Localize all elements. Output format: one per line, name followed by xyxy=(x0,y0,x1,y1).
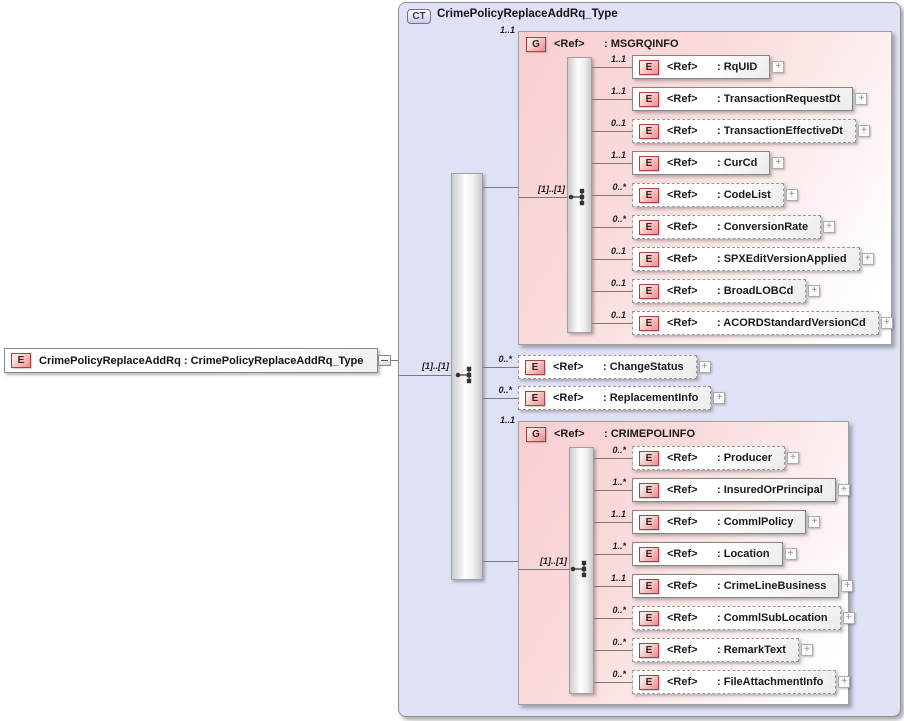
connector-line xyxy=(592,131,632,132)
element-fileattachmentinfo[interactable] xyxy=(632,670,848,694)
cardinality-label: 0..1 xyxy=(610,310,626,320)
element-name: : ACORDStandardVersionCd xyxy=(717,317,866,329)
element-badge: E xyxy=(639,92,659,107)
element-badge: E xyxy=(639,483,659,498)
element-ref: <Ref> xyxy=(553,392,584,404)
element-spxeditversionapplied[interactable] xyxy=(632,247,871,271)
root-element-label: CrimePolicyReplaceAddRq : CrimePolicyReplaceAddRq_Type xyxy=(39,354,364,367)
cardinality-label: 0..* xyxy=(612,445,626,455)
element-ref: <Ref> xyxy=(667,221,698,233)
element-badge: E xyxy=(639,675,659,690)
cardinality-label: 1..1 xyxy=(610,509,626,519)
connector-line xyxy=(594,458,632,459)
cardinality-label: 1..1 xyxy=(610,86,626,96)
group-header xyxy=(519,425,695,443)
sequence-compositor-icon[interactable] xyxy=(454,364,480,386)
element-location[interactable] xyxy=(632,542,794,566)
expand-icon[interactable]: + xyxy=(808,285,820,297)
element-transactionrequestdt[interactable] xyxy=(632,87,865,111)
cardinality-label: 0..* xyxy=(498,354,512,364)
element-ref: <Ref> xyxy=(667,676,698,688)
expand-icon[interactable]: + xyxy=(808,516,820,528)
element-name: : ConversionRate xyxy=(717,221,809,233)
element-changestatus[interactable] xyxy=(518,355,708,379)
element-commlpolicy[interactable] xyxy=(632,510,818,534)
group-crimepolinfo[interactable] xyxy=(518,421,852,705)
compositor-label: [1]..[1] xyxy=(538,184,565,194)
element-badge: E xyxy=(639,220,659,235)
complex-type-badge: CT xyxy=(407,9,431,24)
element-transactioneffectivedt[interactable] xyxy=(632,119,867,143)
expand-icon[interactable]: + xyxy=(838,484,850,496)
element-name: : ReplacementInfo xyxy=(603,392,699,404)
element-ref: <Ref> xyxy=(667,516,698,528)
element-conversionrate[interactable] xyxy=(632,215,832,239)
connector-line xyxy=(483,187,518,188)
group-ref: <Ref> xyxy=(554,428,585,440)
element-badge: E xyxy=(639,284,659,299)
element-replacementinfo[interactable] xyxy=(518,386,723,410)
connector-line xyxy=(483,561,518,562)
expand-icon[interactable]: + xyxy=(855,93,867,105)
expand-icon[interactable]: + xyxy=(699,361,711,373)
connector-line xyxy=(592,163,632,164)
element-rquid[interactable] xyxy=(632,55,782,79)
cardinality-label: 1..1 xyxy=(610,54,626,64)
cardinality-label: 1..1 xyxy=(499,25,515,35)
cardinality-label: 0..* xyxy=(612,182,626,192)
element-badge: E xyxy=(525,391,545,406)
connector-line xyxy=(594,522,632,523)
connector-line xyxy=(399,375,451,376)
group-msgrqinfo[interactable] xyxy=(518,31,892,345)
element-name: : CurCd xyxy=(717,157,758,169)
expand-icon[interactable]: + xyxy=(801,644,813,656)
element-name: : CodeList xyxy=(717,189,771,201)
expand-icon[interactable]: + xyxy=(843,612,855,624)
element-ref: <Ref> xyxy=(667,93,698,105)
element-badge: E xyxy=(639,643,659,658)
element-badge: E xyxy=(639,515,659,530)
group-header xyxy=(519,35,679,53)
element-name: : CommlSubLocation xyxy=(717,612,828,624)
element-badge: E xyxy=(639,252,659,267)
connector-line xyxy=(594,586,632,587)
complex-type-container[interactable] xyxy=(398,2,901,717)
group-name: : CRIMEPOLINFO xyxy=(604,428,696,440)
cardinality-label: 0..* xyxy=(612,214,626,224)
expand-icon[interactable]: + xyxy=(881,317,893,329)
expand-icon[interactable]: + xyxy=(772,61,784,73)
element-name: : CommlPolicy xyxy=(717,516,794,528)
cardinality-label: 0..* xyxy=(498,385,512,395)
element-name: : SPXEditVersionApplied xyxy=(717,253,847,265)
element-badge: E xyxy=(525,360,545,375)
complex-type-title: CrimePolicyReplaceAddRq_Type xyxy=(437,8,618,20)
element-broadlobcd[interactable] xyxy=(632,279,818,303)
group-badge: G xyxy=(526,37,546,52)
cardinality-label: 0..1 xyxy=(610,246,626,256)
element-name: : FileAttachmentInfo xyxy=(717,676,824,688)
element-badge: E xyxy=(639,60,659,75)
element-badge: E xyxy=(639,451,659,466)
connector-line xyxy=(519,197,567,198)
element-ref: <Ref> xyxy=(667,548,698,560)
connector-line xyxy=(483,398,518,399)
expand-icon[interactable]: + xyxy=(713,392,725,404)
element-badge: E xyxy=(639,611,659,626)
cardinality-label: 1..1 xyxy=(610,150,626,160)
element-crimelinebusiness[interactable] xyxy=(632,574,851,598)
element-ref: <Ref> xyxy=(667,285,698,297)
element-badge: E xyxy=(639,547,659,562)
connector-line xyxy=(592,291,632,292)
element-badge: E xyxy=(639,579,659,594)
cardinality-label: 1..* xyxy=(612,541,626,551)
element-name: : BroadLOBCd xyxy=(717,285,794,297)
connector-line xyxy=(592,67,632,68)
element-name: : TransactionRequestDt xyxy=(717,93,841,105)
compositor-label: [1]..[1] xyxy=(540,556,567,566)
element-name: : CrimeLineBusiness xyxy=(717,580,827,592)
element-name: : TransactionEffectiveDt xyxy=(717,125,843,137)
connector-line xyxy=(592,323,632,324)
element-ref: <Ref> xyxy=(667,157,698,169)
element-ref: <Ref> xyxy=(667,125,698,137)
compositor-label: [1]..[1] xyxy=(422,361,449,371)
element-ref: <Ref> xyxy=(667,253,698,265)
connector-line xyxy=(594,490,632,491)
connector-line xyxy=(592,99,632,100)
element-ref: <Ref> xyxy=(667,189,698,201)
element-name: : RemarkText xyxy=(717,644,786,656)
element-badge: E xyxy=(639,156,659,171)
expand-icon[interactable]: + xyxy=(823,221,835,233)
connector-line xyxy=(592,195,632,196)
element-badge: E xyxy=(639,316,659,331)
connector-line xyxy=(594,618,632,619)
expand-icon[interactable]: + xyxy=(862,253,874,265)
cardinality-label: 0..1 xyxy=(610,278,626,288)
connector-line xyxy=(519,569,569,570)
connector-line xyxy=(592,259,632,260)
connector-line xyxy=(594,554,632,555)
element-ref: <Ref> xyxy=(667,644,698,656)
expand-icon[interactable]: + xyxy=(772,157,784,169)
element-producer[interactable] xyxy=(632,446,796,470)
element-name: : InsuredOrPrincipal xyxy=(717,484,823,496)
element-ref: <Ref> xyxy=(667,484,698,496)
expand-icon[interactable]: + xyxy=(787,452,799,464)
cardinality-label: 1..* xyxy=(612,477,626,487)
connector-line xyxy=(594,650,632,651)
element-ref: <Ref> xyxy=(667,612,698,624)
expand-icon[interactable]: + xyxy=(841,580,853,592)
group-badge: G xyxy=(526,427,546,442)
element-remarktext[interactable] xyxy=(632,638,810,662)
group-ref: <Ref> xyxy=(554,38,585,50)
root-element[interactable] xyxy=(4,348,378,373)
element-name: : RqUID xyxy=(717,61,758,73)
connector-line xyxy=(483,367,518,368)
cardinality-label: 1..1 xyxy=(499,415,515,425)
element-codelist[interactable] xyxy=(632,183,795,207)
cardinality-label: 0..1 xyxy=(610,118,626,128)
element-name: : ChangeStatus xyxy=(603,361,684,373)
element-badge: E xyxy=(11,353,31,368)
element-insuredorprincipal[interactable] xyxy=(632,478,847,502)
collapse-handle[interactable] xyxy=(378,355,391,366)
cardinality-label: 0..* xyxy=(612,669,626,679)
element-ref: <Ref> xyxy=(553,361,584,373)
element-ref: <Ref> xyxy=(667,317,698,329)
element-name: : Location xyxy=(717,548,770,560)
expand-icon[interactable]: + xyxy=(858,125,870,137)
element-ref: <Ref> xyxy=(667,452,698,464)
element-name: : Producer xyxy=(717,452,773,464)
connector-line xyxy=(594,682,632,683)
element-badge: E xyxy=(639,188,659,203)
element-curcd[interactable] xyxy=(632,151,782,175)
cardinality-label: 0..* xyxy=(612,637,626,647)
element-commlsublocation[interactable] xyxy=(632,606,852,630)
cardinality-label: 0..* xyxy=(612,605,626,615)
element-ref: <Ref> xyxy=(667,61,698,73)
expand-icon[interactable]: + xyxy=(786,189,798,201)
element-badge: E xyxy=(639,124,659,139)
cardinality-label: 1..1 xyxy=(610,573,626,583)
connector-line xyxy=(592,227,632,228)
group-name: : MSGRQINFO xyxy=(604,38,679,50)
element-ref: <Ref> xyxy=(667,580,698,592)
element-acordstandardversioncd[interactable] xyxy=(632,311,890,335)
expand-icon[interactable]: + xyxy=(838,676,850,688)
expand-icon[interactable]: + xyxy=(785,548,797,560)
